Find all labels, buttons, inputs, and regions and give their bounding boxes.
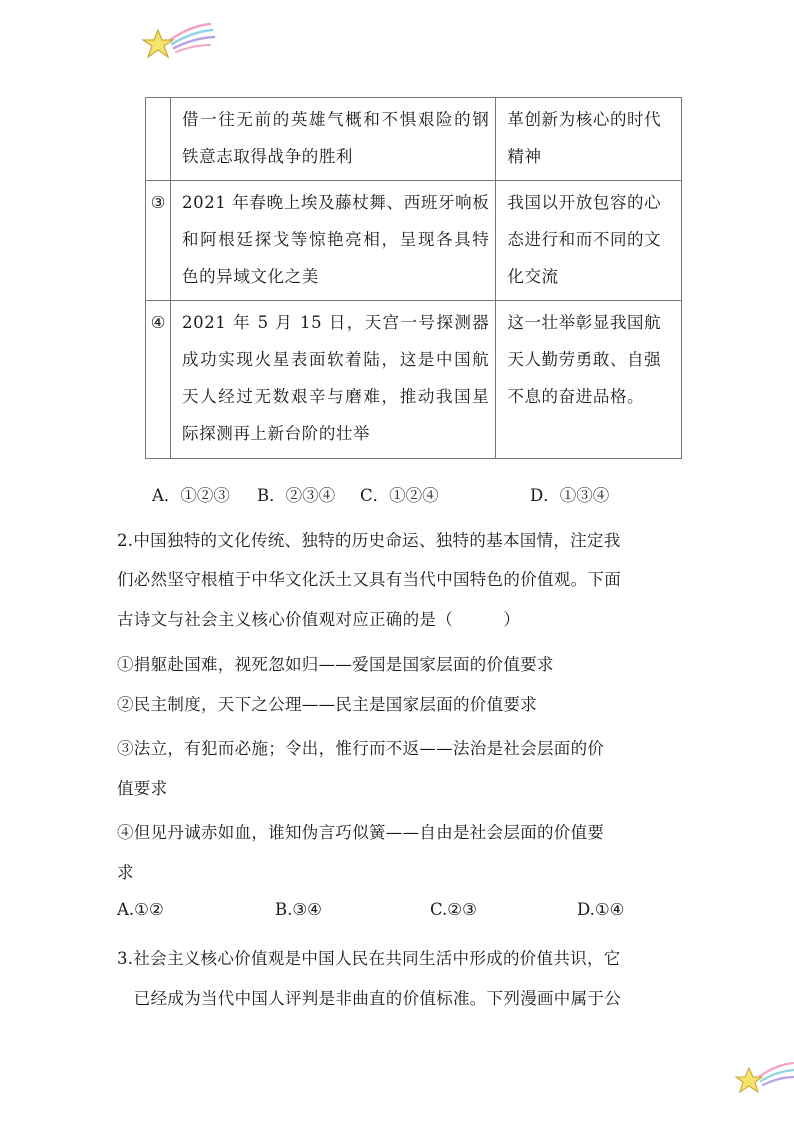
q2-option-a[interactable]: A.①② <box>117 900 164 919</box>
row-number: ③ <box>146 181 171 301</box>
row-number <box>146 98 171 181</box>
q2-stem-line: 们必然坚守根植于中华文化沃土又具有当代中国特色的价值观。下面 <box>117 570 621 589</box>
q2-option-d[interactable]: D.①④ <box>577 900 625 919</box>
table-row <box>146 98 682 181</box>
q1-option-b[interactable]: B．②③④ <box>257 486 336 505</box>
q2-item-3-cont: 值要求 <box>117 779 168 798</box>
event-cell: 2021 年 5 月 15 日，天宫一号探测器成功实现火星表面软着陆，这是中国航天人经过无数艰辛与磨难，推动我国星际探测再上新台阶的壮举 <box>171 301 496 459</box>
shooting-star-icon <box>140 18 220 62</box>
q2-item-1: ①捐躯赴国难，视死忽如归——爱国是国家层面的价值要求 <box>117 655 554 674</box>
q2-option-b[interactable]: B.③④ <box>275 900 322 919</box>
table-row <box>146 181 682 301</box>
table-row <box>146 301 682 459</box>
q2-item-3: ③法立，有犯而必施；令出，惟行而不返——法治是社会层面的价 <box>117 739 605 758</box>
q1-option-d[interactable]: D．①③④ <box>530 486 610 505</box>
meaning-cell: 这一壮举彰显我国航天人勤劳勇敢、自强不息的奋进品格。 <box>496 301 682 459</box>
q1-option-c[interactable]: C．①②④ <box>360 486 439 505</box>
q3-stem-line: 已经成为当代中国人评判是非曲直的价值标准。下列漫画中属于公 <box>117 989 621 1008</box>
q2-stem-line: 2.中国独特的文化传统、独特的历史命运、独特的基本国情，注定我 <box>117 531 621 550</box>
event-cell: 2021 年春晚上埃及藤杖舞、西班牙响板和阿根廷探戈等惊艳亮相，呈现各具特色的异域文化之美 <box>171 181 496 301</box>
meaning-cell: 我国以开放包容的心态进行和而不同的文化交流 <box>496 181 682 301</box>
event-cell: 借一往无前的英雄气概和不惧艰险的钢铁意志取得战争的胜利 <box>171 98 496 181</box>
row-number: ④ <box>146 301 171 459</box>
q2-item-4: ④但见丹诚赤如血，谁知伪言巧似簧——自由是社会层面的价值要 <box>117 823 605 842</box>
question-table <box>145 97 682 459</box>
q1-option-a[interactable]: A．①②③ <box>152 486 230 505</box>
q2-item-2: ②民主制度，天下之公理——民主是国家层面的价值要求 <box>117 695 537 714</box>
q2-option-c[interactable]: C.②③ <box>430 900 477 919</box>
q2-item-4-cont: 求 <box>117 863 134 882</box>
q2-stem-line: 古诗文与社会主义核心价值观对应正确的是（ ） <box>117 610 521 629</box>
shooting-star-icon <box>733 1057 794 1097</box>
meaning-cell: 革创新为核心的时代精神 <box>496 98 682 181</box>
q3-stem-line: 3.社会主义核心价值观是中国人民在共同生活中形成的价值共识，它 <box>117 949 621 968</box>
